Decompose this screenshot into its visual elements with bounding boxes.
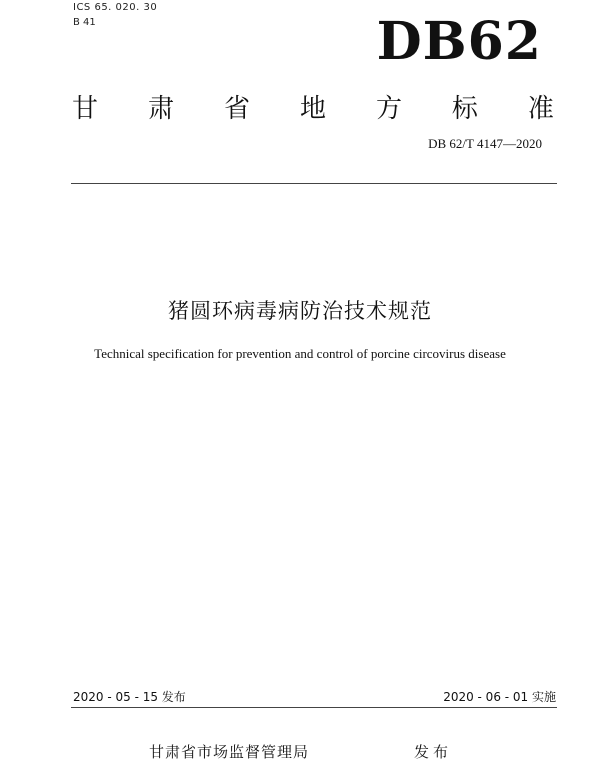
publisher-name: 甘肃省市场监督管理局 (149, 743, 310, 761)
standard-type-char: 方 (375, 94, 402, 124)
issue-label: 发布 (414, 743, 453, 761)
bottom-divider (71, 707, 557, 708)
standard-logo: DB62 (376, 11, 542, 72)
standard-type-char: 地 (299, 94, 326, 124)
standard-type-char: 肃 (147, 94, 174, 124)
ics-code: ICS 65. 020. 30 (73, 2, 158, 13)
title-chinese: 猪圆环病毒病防治技术规范 (168, 299, 432, 323)
standard-type-heading (72, 88, 554, 125)
standard-type-char: 甘 (72, 94, 99, 124)
standard-number: DB 62/T 4147—2020 (428, 136, 542, 151)
top-divider (71, 183, 557, 184)
issue-date: 2020 - 05 - 15 发布 (73, 690, 186, 704)
standard-type-char: 标 (451, 94, 478, 124)
standard-type-char: 省 (223, 94, 250, 124)
title-english: Technical specification for prevention and control of porcine circovirus disease (94, 346, 506, 361)
ccs-code: B 41 (73, 17, 96, 28)
implement-date: 2020 - 06 - 01 实施 (443, 690, 556, 704)
standard-type-char: 准 (527, 94, 554, 124)
